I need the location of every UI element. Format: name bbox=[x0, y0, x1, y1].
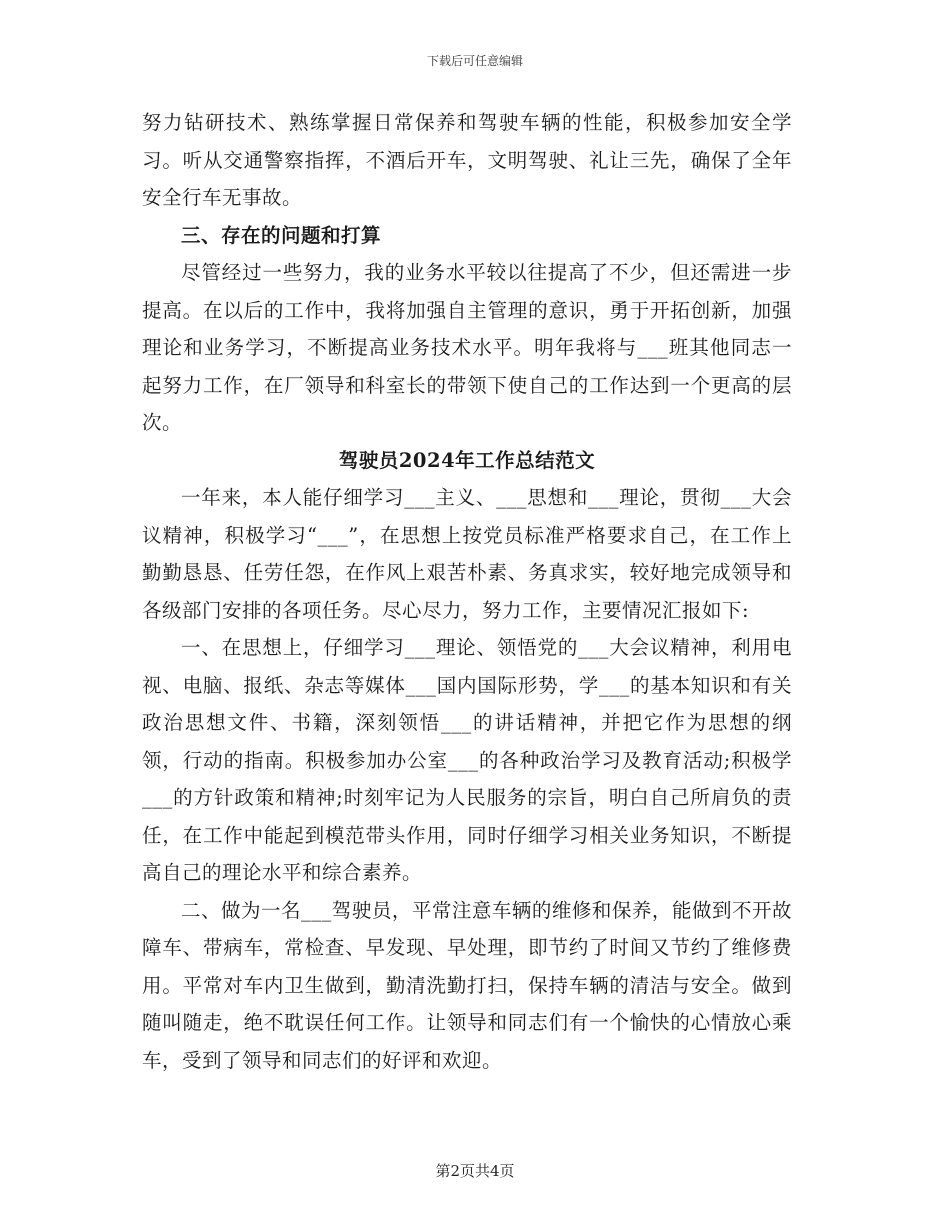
paragraph-ideology: 一、在思想上，仔细学习___理论、领悟党的___大会议精神，利用电视、电脑、报纸、杂志等媒体___国内国际形势，学___的基本知识和有关政治思想文件、书籍，深刻领悟___的讲话精神，并把它作为思想的纲领，行动的指南。积极参加办公室___的各种政治学习及教育活动;积极学___的方针政策和精神;时刻牢记为人民服务的宗旨，明白自己所肩负的责任，在工作中能起到模范带头作用，同时仔细学习相关业务知识，不断提高自己的理论水平和综合素养。 bbox=[142, 636, 792, 884]
paragraph-driving: 二、做为一名___驾驶员，平常注意车辆的维修和保养，能做到不开故障车、带病车，常检查、早发现、早处理，即节约了时间又节约了维修费用。平常对车内卫生做到，勤清洗勤打扫，保持车辆的清洁与安全。做到随叫随走，绝不耽误任何工作。让领导和同志们有一个愉快的心情放心乘车，受到了领导和同志们的好评和欢迎。 bbox=[142, 898, 792, 1072]
paragraph-continued: 努力钻研技术、熟练掌握日常保养和驾驶车辆的性能，积极参加安全学习。听从交通警察指挥，不酒后开车，文明驾驶、礼让三先，确保了全年安全行车无事故。 bbox=[142, 111, 792, 209]
section-heading-problems: 三、存在的问题和打算 bbox=[181, 223, 382, 247]
document-body bbox=[142, 104, 792, 1079]
paragraph-intro: 一年来，本人能仔细学习___主义、___思想和___理论，贯彻___大会议精神，积极学习“___”，在思想上按党员标准严格要求自己，在工作上勤勤恳恳、任劳任怨，在作风上艰苦朴素、务真求实，较好地完成领导和各级部门安排的各项任务。尽心尽力，努力工作，主要情况汇报如下: bbox=[142, 486, 792, 622]
document-title: 驾驶员2024年工作总结范文 bbox=[338, 448, 596, 472]
page-number: 第2页共4页 bbox=[435, 1162, 515, 1180]
paragraph-problems: 尽管经过一些努力，我的业务水平较以往提高了不少，但还需进一步提高。在以后的工作中，我将加强自主管理的意识，勇于开拓创新，加强理论和业务学习，不断提高业务技术水平。明年我将与___班其他同志一起努力工作，在厂领导和科室长的带领下使自己的工作达到一个更高的层次。 bbox=[142, 261, 792, 434]
page-header: 下载后可任意编辑 bbox=[426, 54, 523, 68]
